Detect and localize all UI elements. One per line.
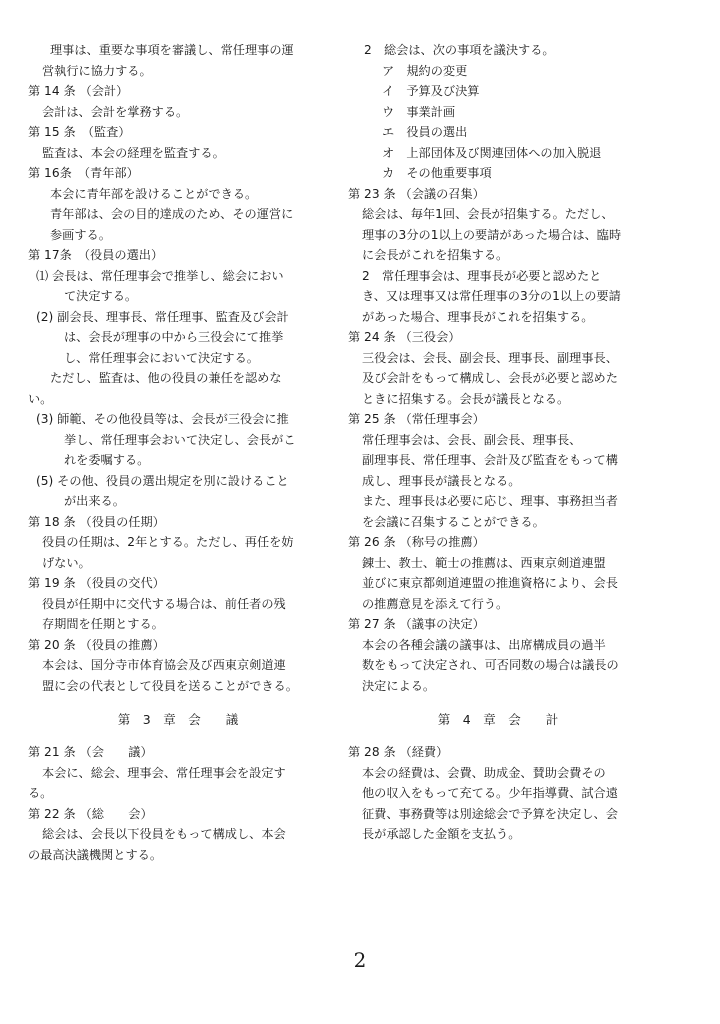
text-line: ア 規約の変更 <box>382 63 468 78</box>
text-line: る。 <box>28 786 53 800</box>
text-line: 総会は、毎年1回、会長が招集する。ただし、 <box>362 207 614 221</box>
left-column <box>28 40 328 865</box>
text-line: ⑴ 会長は、常任理事会で推挙し、総会におい <box>36 268 284 283</box>
text-line: 数をもって決定され、可否同数の場合は議長の <box>362 658 619 672</box>
text-line: 盟に会の代表として役員を送ることができる。 <box>42 678 298 693</box>
text-line: 存期間を任期とする。 <box>42 617 164 631</box>
text-line: エ 役員の選出 <box>382 125 468 139</box>
chapter-3-heading: 第 3 章 会 議 <box>117 712 239 727</box>
text-line: ただし、監査は、他の役員の兼任を認めな <box>50 371 282 385</box>
text-line: れを委嘱する。 <box>64 453 150 467</box>
article-heading: 第 25 条 （常任理事会） <box>348 412 485 426</box>
text-line: 征費、事務費等は別途総会で予算を決定し、会 <box>362 806 618 821</box>
page-number: 2 <box>353 948 367 972</box>
right-column <box>348 40 648 845</box>
text-line: ウ 事業計画 <box>382 104 456 119</box>
article-heading: 第 21 条 （会 議） <box>28 745 153 759</box>
text-line: 理事の3分の1以上の要請があった場合は、臨時 <box>362 227 622 242</box>
text-line: 役員が任期中に交代する場合は、前任者の残 <box>42 596 286 611</box>
spacer <box>28 696 328 710</box>
text-line: 本会に青年部を設けることができる。 <box>50 186 258 201</box>
article-heading: 第 23 条 （会議の召集） <box>348 186 485 201</box>
text-line: い。 <box>28 391 53 406</box>
text-line: 長が承認した金額を支払う。 <box>362 827 521 841</box>
text-line: 並びに東京都剣道連盟の推進資格により、会長 <box>362 576 618 590</box>
text-line: 2 総会は、次の事項を議決する。 <box>364 43 555 57</box>
text-line: 他の収入をもって充てる。少年指導費、試合遠 <box>362 786 618 800</box>
text-line: 三役会は、会長、副会長、理事長、副理事長、 <box>362 350 618 365</box>
text-line: 2 常任理事会は、理事長が必要と認めたと <box>362 268 602 283</box>
spacer <box>348 696 648 710</box>
text-line: 決定による。 <box>362 678 436 693</box>
text-line: 理事は、重要な事項を審議し、常任理事の運 <box>50 43 294 57</box>
spacer <box>348 728 648 742</box>
text-line: 本会に、総会、理事会、常任理事会を設定す <box>42 765 286 780</box>
text-line: 本会の各種会議の議事は、出席構成員の過半 <box>362 637 606 652</box>
article-heading: 第 26 条 （称号の推薦） <box>348 535 485 549</box>
text-line: 監査は、本会の経理を監査する。 <box>42 145 225 160</box>
text-line: 営執行に協力する。 <box>42 63 152 78</box>
article-heading: 第 22 条 （総 会） <box>28 806 153 821</box>
text-line: カ その他重要事項 <box>382 166 492 180</box>
text-line: ときに招集する。会長が議長となる。 <box>362 391 570 406</box>
text-line: があった場合、理事長がこれを招集する。 <box>362 309 594 324</box>
text-line: げない。 <box>42 555 91 570</box>
article-heading: 第 27 条 （議事の決定） <box>348 617 485 631</box>
chapter-4-heading: 第 4 章 会 計 <box>437 712 559 727</box>
text-line: き、又は理事又は常任理事の3分の1以上の要請 <box>362 289 621 303</box>
text-line: 錬士、教士、範士の推薦は、西東京剣道連盟 <box>362 555 606 570</box>
text-line: オ 上部団体及び関連団体への加入脱退 <box>382 145 602 160</box>
text-line: を会議に召集することができる。 <box>362 514 545 529</box>
text-line: イ 予算及び決算 <box>382 84 480 98</box>
article-heading: 第 18 条 （役員の任期） <box>28 514 165 529</box>
text-line: (5) その他、役員の選出規定を別に設けること <box>36 473 289 488</box>
text-line: 副理事長、常任理事、会計及び監査をもって構 <box>362 453 618 467</box>
text-line: て決定する。 <box>64 289 138 303</box>
text-line: の最高決議機関とする。 <box>28 847 163 862</box>
spacer <box>28 728 328 742</box>
text-line: に会長がこれを招集する。 <box>362 248 509 262</box>
text-line: し、常任理事会において決定する。 <box>64 350 259 365</box>
article-heading: 第 16条 （青年部） <box>28 166 139 180</box>
article-heading: 第 17条 （役員の選出） <box>28 248 164 262</box>
text-line: 及び会計をもって構成し、会長が必要と認めた <box>362 371 618 385</box>
text-line: 役員の任期は、2年とする。ただし、再任を妨 <box>42 535 294 549</box>
text-line: 参画する。 <box>50 227 111 242</box>
text-line: (3) 師範、その他役員等は、会長が三役会に推 <box>36 412 289 426</box>
text-line: 常任理事会は、会長、副会長、理事長、 <box>362 432 582 447</box>
article-heading: 第 28 条 （経費） <box>348 745 449 759</box>
text-line: 本会は、国分寺市体育協会及び西東京剣道連 <box>42 658 286 672</box>
text-line: の推薦意見を添えて行う。 <box>362 596 509 611</box>
text-line: 総会は、会長以下役員をもって構成し、本会 <box>42 827 286 841</box>
article-heading: 第 15 条 （監査） <box>28 125 131 139</box>
text-line: 成し、理事長が議長となる。 <box>362 473 521 488</box>
article-heading: 第 14 条 （会計） <box>28 84 129 98</box>
text-line: 青年部は、会の目的達成のため、その運営に <box>50 207 294 221</box>
text-line: は、会長が理事の中から三役会にて推挙 <box>64 330 284 344</box>
article-heading: 第 24 条 （三役会） <box>348 330 461 344</box>
article-heading: 第 20 条 （役員の推薦） <box>28 637 165 652</box>
text-line: 挙し、常任理事会おいて決定し、会長がこ <box>64 432 296 447</box>
text-line: 本会の経費は、会費、助成金、賛助会費その <box>362 765 606 780</box>
text-line: (2) 副会長、理事長、常任理事、監査及び会計 <box>36 309 289 324</box>
text-line: また、理事長は必要に応じ、理事、事務担当者 <box>362 494 618 508</box>
text-line: が出来る。 <box>64 494 125 508</box>
text-line: 会計は、会計を掌務する。 <box>42 104 189 119</box>
article-heading: 第 19 条 （役員の交代） <box>28 576 165 590</box>
